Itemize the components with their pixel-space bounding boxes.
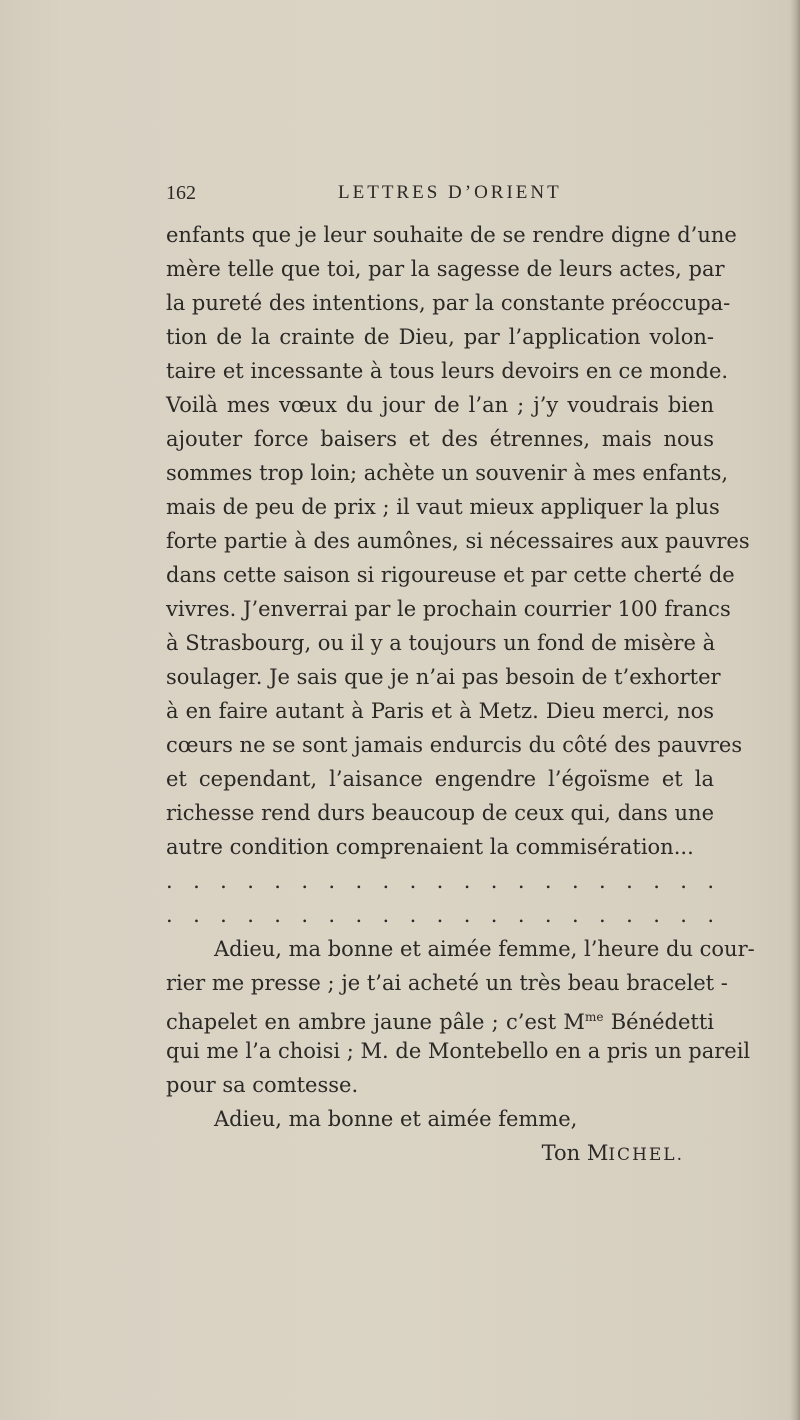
text-line: sommes trop loin; achète un souvenir à mes enfants, bbox=[166, 461, 729, 485]
text-line: ajouter force baisers et des étrennes, mais nous bbox=[166, 427, 714, 451]
signature-prefix: Ton M bbox=[541, 1141, 609, 1165]
text-line: à en faire autant à Paris et à Metz. Dieu merci, nos bbox=[166, 699, 714, 723]
signature-rest: ICHEL. bbox=[608, 1145, 684, 1165]
text-line-with-superscript bbox=[166, 1000, 714, 1034]
text-line: la pureté des intentions, par la constante préoccupa- bbox=[166, 291, 731, 315]
text-fragment: Bénédetti bbox=[603, 1010, 714, 1034]
body-text bbox=[166, 218, 755, 1170]
page-edge-shadow bbox=[790, 0, 800, 1420]
page-header bbox=[166, 180, 714, 210]
text-line: taire et incessante à tous leurs devoirs en ce monde. bbox=[166, 359, 729, 383]
ellipsis-row: . . . . . . . . . . . . . . . . . . . . . bbox=[166, 869, 714, 893]
text-line: Voilà mes vœux du jour de l’an ; j’y voudrais bien bbox=[166, 393, 714, 417]
text-line: pour sa comtesse. bbox=[166, 1073, 359, 1097]
text-line: dans cette saison si rigoureuse et par cette cherté de bbox=[166, 563, 735, 587]
signature bbox=[166, 1136, 714, 1170]
superscript: me bbox=[584, 1010, 604, 1024]
text-line: tion de la crainte de Dieu, par l’application volon- bbox=[166, 325, 714, 349]
text-fragment: chapelet en ambre jaune pâle ; c’est M bbox=[166, 1010, 585, 1034]
ellipsis-row: . . . . . . . . . . . . . . . . . . . . . bbox=[166, 903, 714, 927]
page-number: 162 bbox=[166, 182, 196, 204]
text-line: richesse rend durs beaucoup de ceux qui, dans une bbox=[166, 801, 714, 825]
text-line: cœurs ne se sont jamais endurcis du côté des pauvres bbox=[166, 733, 743, 757]
text-line: autre condition comprenaient la commisération... bbox=[166, 835, 694, 859]
text-line: mais de peu de prix ; il vaut mieux appliquer la plus bbox=[166, 495, 720, 519]
text-line: enfants que je leur souhaite de se rendre digne d’une bbox=[166, 223, 737, 247]
text-line: à Strasbourg, ou il y a toujours un fond de misère à bbox=[166, 631, 716, 655]
text-line: forte partie à des aumônes, si nécessaires aux pauvres bbox=[166, 529, 750, 553]
text-line: vivres. J’enverrai par le prochain courrier 100 francs bbox=[166, 597, 731, 621]
text-line: Adieu, ma bonne et aimée femme, l’heure du cour- bbox=[214, 937, 755, 961]
text-line: Adieu, ma bonne et aimée femme, bbox=[214, 1107, 578, 1131]
text-line: rier me presse ; je t’ai acheté un très beau bracelet - bbox=[166, 971, 728, 995]
text-line: mère telle que toi, par la sagesse de leurs actes, par bbox=[166, 257, 725, 281]
text-line: soulager. Je sais que je n’ai pas besoin de t’exhorter bbox=[166, 665, 721, 689]
text-line: et cependant, l’aisance engendre l’égoïsme et la bbox=[166, 767, 714, 791]
running-head: LETTRES D’ORIENT bbox=[338, 182, 562, 203]
text-line: qui me l’a choisi ; M. de Montebello en a pris un pareil bbox=[166, 1039, 751, 1063]
